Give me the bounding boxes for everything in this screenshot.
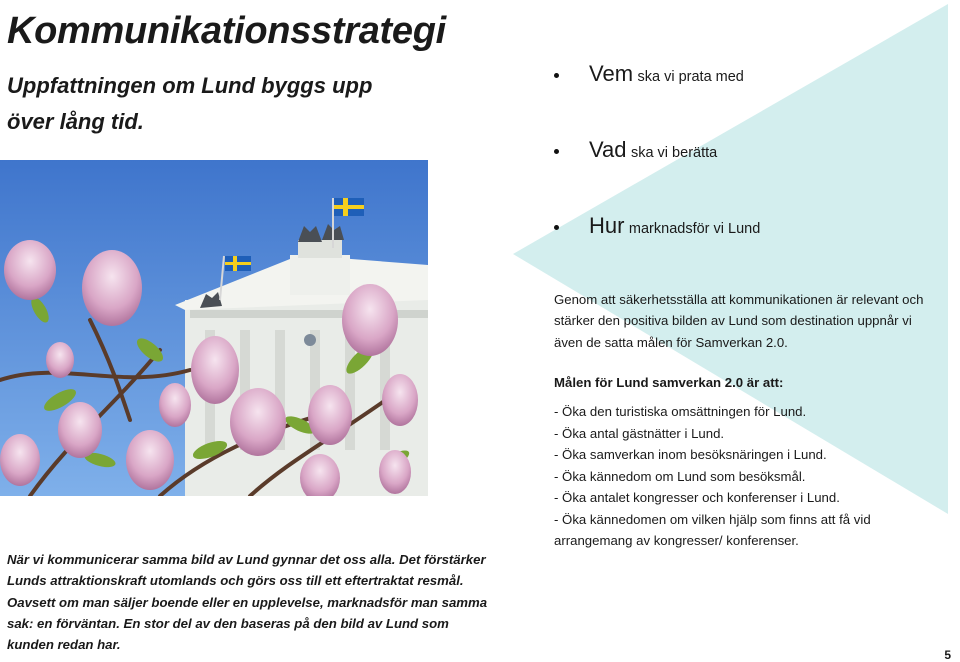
goal-item: - Öka den turistiska omsättningen för Lund.: [554, 404, 807, 419]
goal-item: - Öka antal gästnätter i Lund.: [554, 425, 725, 441]
question-list: [554, 56, 760, 284]
goal-item: - Öka antalet kongresser och konferenser i Lund.: [554, 490, 840, 505]
goal-item: - Öka samverkan inom besöksnäringen i Lund.: [554, 447, 827, 462]
goal-item: - Öka kännedom om Lund som besöksmål.: [554, 468, 806, 484]
question-item-what: Vad ska vi berätta: [554, 132, 760, 208]
page-subtitle: Uppfattningen om Lund byggs upp över lång tid.: [7, 73, 373, 134]
intro-text: När vi kommunicerar samma bild av Lund gynnar det oss alla. Det förstärker Lunds attraktionskraft utomlands och görs oss till ett eftertraktat resmål. Oavsett om man säljer boende eller en upplevelse, marknadsför man samma sak: en förväntan. En stor del av den baseras på den bild av Lund som kunden redan har.: [7, 552, 488, 653]
page-title: Kommunikationsstrategi: [7, 10, 446, 52]
goals-heading: Målen för Lund samverkan 2.0 är att:: [554, 375, 784, 390]
page-number: 5: [944, 648, 951, 662]
goals-list: [554, 401, 934, 552]
purpose-paragraph: Genom att säkerhetsställa att kommunikationen är relevant och stärker den positiva bilden av Lund som destination uppnår vi även de satta målen för Samverkan 2.0.: [554, 292, 924, 350]
question-item-who: Vem ska vi prata med: [554, 56, 760, 132]
question-item-how: Hur marknadsför vi Lund: [554, 208, 760, 284]
goal-item: - Öka kännedomen om vilken hjälp som finns att få vid arrangemang av kongresser/ konferenser.: [554, 511, 871, 548]
photo-university-magnolia: [0, 160, 428, 496]
